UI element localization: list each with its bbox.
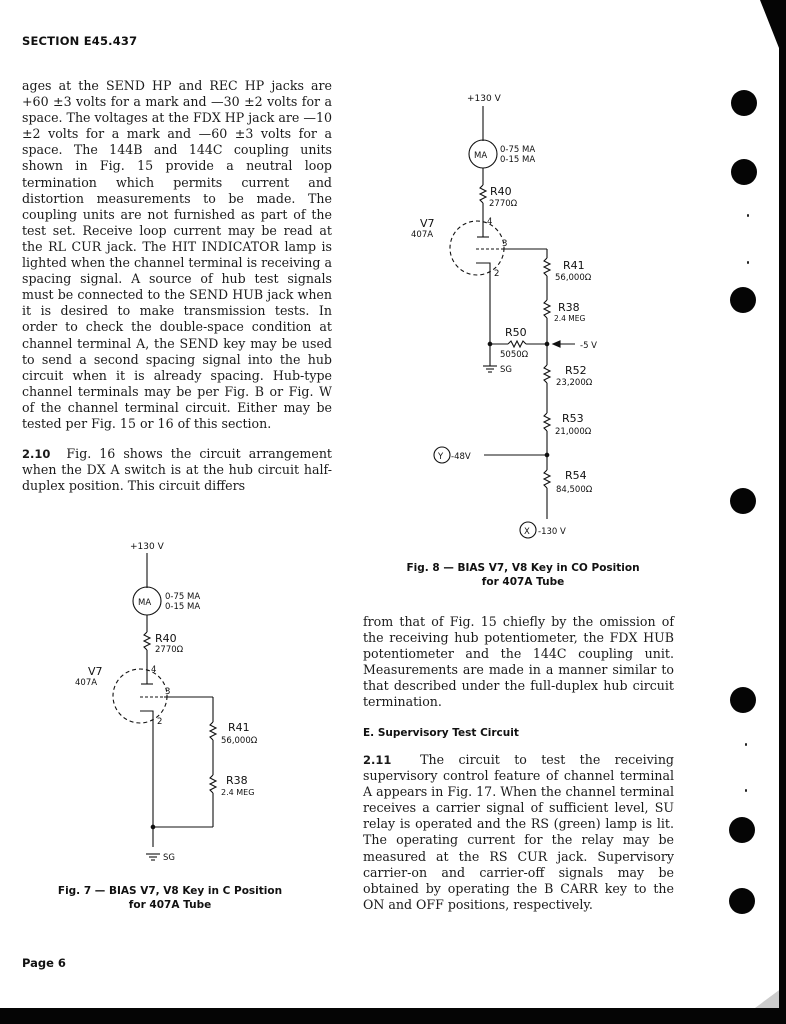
sg-label: SG (163, 853, 175, 863)
meter-label: MA (474, 151, 488, 161)
r52-label: R52 (565, 364, 587, 377)
paragraph-text: Fig. 16 shows the circuit arrangement when the DX A switch is at the hub circuit half-duplex position. This circuit differs (22, 446, 332, 494)
r41-label: R41 (228, 721, 250, 734)
r40-value: 2770Ω (155, 645, 184, 655)
supply-label: +130 V (467, 94, 501, 104)
r50-value: 5050Ω (500, 350, 529, 360)
r54-value: 84,500Ω (556, 485, 593, 495)
pin-3-label: 3 (165, 687, 171, 697)
meter-range-2: 0-15 MA (500, 155, 536, 165)
terminal-x-label: X (524, 527, 530, 537)
r38-label: R38 (226, 774, 248, 787)
caption-line-1: Fig. 8 — BIAS V7, V8 Key in CO Position (406, 562, 640, 574)
r41-value: 56,000Ω (221, 736, 258, 746)
meter-range-1: 0-75 MA (500, 145, 536, 155)
pin-4-label: 4 (151, 665, 157, 675)
vacuum-tube-icon (113, 669, 167, 723)
page-number: Page 6 (22, 956, 66, 970)
paragraph-number: 2.11 (363, 753, 392, 767)
r53-value: 21,000Ω (555, 427, 592, 437)
supply-label: +130 V (130, 542, 164, 552)
tube-type: 407A (411, 230, 434, 240)
y-voltage: -48V (451, 452, 471, 462)
terminal-y-label: Y (438, 452, 444, 462)
meter-label: MA (138, 598, 152, 608)
pin-2-label: 2 (157, 717, 163, 727)
tube-label: V7 (420, 217, 435, 230)
pin-3-label: 3 (502, 239, 508, 249)
caption-line-2: for 407A Tube (481, 576, 565, 588)
meter-range-1: 0-75 MA (165, 592, 201, 602)
resistor-r41-icon (210, 722, 216, 740)
r41-label: R41 (563, 259, 585, 272)
r52-value: 23,200Ω (556, 378, 593, 388)
resistor-r40-icon (144, 632, 150, 650)
r38-value: 2.4 MEG (554, 314, 586, 323)
sg-label: SG (500, 365, 512, 375)
r40-label: R40 (155, 632, 177, 645)
r41-value: 56,000Ω (555, 273, 592, 283)
caption-line-2: for 407A Tube (128, 899, 212, 911)
meter-range-2: 0-15 MA (165, 602, 201, 612)
r54-label: R54 (565, 469, 587, 482)
minus-5v-label: -5 V (580, 341, 597, 351)
paragraph-text: The circuit to test the receiving supervisory control feature of channel terminal A appears in Fig. 17. When the channel terminal receives a carrier signal of sufficient level, SU relay is operated and the RS (green) lamp is lit. The operating current for the relay may be measured at the RS CUR jack. Supervisory carrier-on and carrier-off signals may be obtained by operating the B CARR key to the ON and OFF positions, respectively. (363, 752, 674, 912)
tube-type: 407A (75, 678, 98, 688)
tube-label: V7 (88, 665, 103, 678)
caption-line-1: Fig. 7 — BIAS V7, V8 Key in C Position (57, 885, 283, 897)
pin-2-label: 2 (494, 269, 500, 279)
pin-4-label: 4 (487, 217, 493, 227)
r50-label: R50 (505, 326, 527, 339)
r38-label: R38 (558, 301, 580, 314)
section-heading: E. Supervisory Test Circuit (363, 727, 519, 739)
r38-value: 2.4 MEG (221, 788, 255, 797)
resistor-r38-icon (210, 775, 216, 793)
r53-label: R53 (562, 412, 584, 425)
figure-7-caption (40, 884, 300, 912)
paragraph-number: 2.10 (22, 447, 51, 461)
paragraph-continued: ages at the SEND HP and REC HP jacks are +60 ±3 volts for a mark and —30 ±2 volts for a space. The voltages at the FDX HP jack are —10 ±2 volts for a mark and —60 ±3 volts for a space. The 144B and 144C coupling units shown in Fig. 15 provide a neutral loop termination which permits current and distortion measurements to be made. The coupling units are not furnished as part of the test set. Receive loop current may be read at the RL CUR jack. The HIT INDICATOR lamp is lighted when the channel terminal is receiving a spacing signal. A source of hub test signals must be connected to the SEND HUB jack when it is desired to make transmission tests. In order to check the double-space condition at channel terminal A, the SEND key may be used to send a second spacing signal into the hub circuit when it is already spacing. Hub-type channel terminals may be per Fig. B or Fig. W of the channel terminal circuit. Either may be tested per Fig. 15 or 16 of this section. (22, 78, 332, 431)
paragraph-continued: from that of Fig. 15 chiefly by the omission of the receiving hub potentiometer, the FDX HUB potentiometer and the 144C coupling unit. Measurements are made in a manner similar to that described under the full-duplex hub circuit termination. (363, 614, 674, 710)
section-header: SECTION E45.437 (22, 34, 138, 48)
r40-label: R40 (490, 185, 512, 198)
r40-value: 2770Ω (489, 199, 518, 209)
x-voltage: -130 V (538, 527, 566, 537)
